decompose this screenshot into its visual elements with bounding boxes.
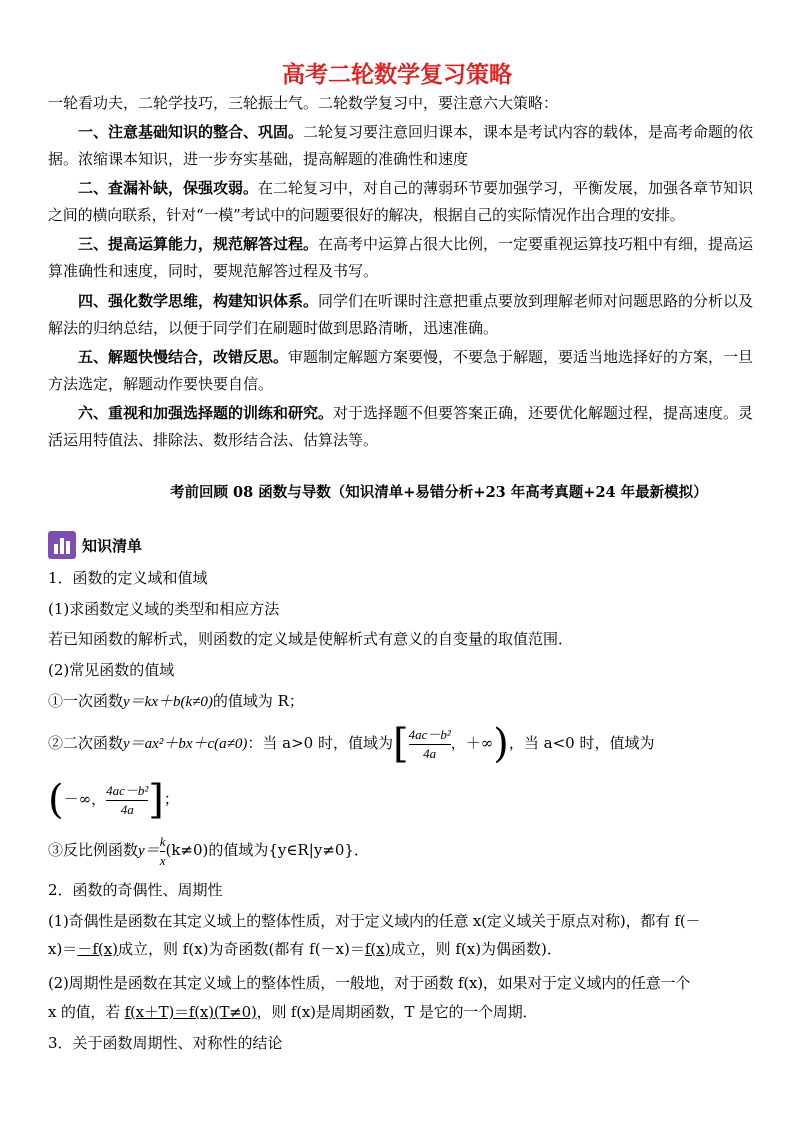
item-quadratic-cond2: ，当 a<0 时，值域为 (508, 734, 655, 752)
interval-start: －∞， (63, 790, 107, 808)
parity-line1: (1)奇偶性是函数在其定义域上的整体性质，对于定义域内的任意 x(定义域关于原点对称)，都有 f(－ (48, 912, 701, 930)
item-inverse (48, 832, 756, 870)
parity-line2 (48, 938, 756, 960)
strategy-2-line2: 之间的横向联系，针对“一模”考试中的问题要很好的解决，根据自己的实际情况作出合理的安排。 (48, 206, 685, 224)
strategy-4-head: 四、强化数学思维，构建知识体系。 (78, 292, 319, 310)
period-line1: (2)周期性是函数在其定义域上的整体性质，一般地，对于函数 f(x)，如果对于定义域内的任意一个 (48, 974, 691, 992)
strategy-4 (48, 290, 756, 312)
parity-even-value: f(x) (364, 940, 391, 958)
strategy-3-line1: 在高考中运算占很大比例，一定要重视运算技巧粗中有细，提高运 (318, 235, 754, 253)
heading-2: 2．函数的奇偶性、周期性 (48, 881, 223, 899)
period-text-b: ，则 f(x)是周期函数，T 是它的一个周期． (256, 1003, 538, 1021)
parity-text-a: x)＝ (48, 940, 78, 958)
item-linear-expr: y＝kx＋b(k≠0) (123, 694, 213, 710)
strategy-2 (48, 177, 756, 199)
strategy-5-head: 五、解题快慢结合，改错反思。 (78, 348, 289, 366)
item-linear-label: ①一次函数 (48, 692, 124, 710)
item-linear (48, 690, 756, 713)
fraction-denominator: 4a (106, 800, 148, 819)
strategy-2-head: 二、查漏补缺，保强攻弱。 (78, 179, 259, 197)
strategy-4-line1: 同学们在听课时注意把重点要放到理解老师对问题思路的分析以及 (318, 292, 754, 310)
period-condition: f(x＋T)＝f(x)(T≠0) (124, 1003, 257, 1021)
item-inverse-range: (k≠0)的值域为{y∈R|y≠0}． (165, 841, 369, 859)
parity-odd-value: －f(x) (77, 940, 119, 958)
strategy-1-line1: 二轮复习要注意回归课本，课本是考试内容的载体，是高考命题的依 (303, 123, 754, 141)
fraction-denominator: x (159, 852, 166, 868)
fraction (106, 782, 148, 819)
item-quadratic-expr: y＝ax²＋bx＋c(a≠0) (123, 736, 248, 752)
item-quadratic-cond1: ：当 a>0 时，值域为 (247, 734, 393, 752)
item-quadratic-range2: (－∞， $\frac{\text{4ac－b²}}{4a}$ ]； (48, 777, 179, 823)
strategy-4-line2: 解法的归纳总结，以便于同学们在刷题时做到思路清晰，迅速准确。 (48, 319, 499, 337)
item-inverse-y: y＝ (138, 843, 160, 859)
strategy-1-line2: 据。浓缩课本知识，进一步夯实基础，提高解题的准确性和速度 (48, 150, 469, 168)
review-title: 考前回顾 08 函数与导数（知识清单+易错分析+23 年高考真题+24 年最新模拟） (170, 484, 708, 501)
strategy-5 (48, 346, 756, 368)
heading-3: 3．关于函数周期性、对称性的结论 (48, 1034, 283, 1052)
paragraph-1: 若已知函数的解析式，则函数的定义域是使解析式有意义的自变量的取值范围． (48, 630, 574, 648)
strategy-5-line1: 审题制定解题方案要慢，不要急于解题，要适当地选择好的方案，一旦 (288, 348, 754, 366)
heading-1: 1．函数的定义域和值域 (48, 569, 208, 587)
period-text-a: x 的值，若 (48, 1003, 125, 1021)
period-line2 (48, 1001, 756, 1023)
interval-end: ，＋∞ (450, 734, 494, 752)
strategy-6-line1: 对于选择题不但要答案正确，还要优化解题过程，提高速度。灵 (333, 404, 754, 422)
parity-text-c: 成立，则 f(x)为偶函数)． (390, 940, 562, 958)
strategy-6-line2: 活运用特值法、排除法、数形结合法、估算法等。 (48, 431, 379, 449)
fraction (409, 726, 451, 763)
fraction-numerator: 4ac－b² (408, 726, 451, 742)
strategy-3-line2: 算准确性和速度，同时，要规范解答过程及书写。 (48, 262, 379, 280)
strategy-3 (48, 233, 756, 255)
heading-1-1: (1)求函数定义域的类型和相应方法 (48, 600, 280, 618)
strategy-2-line1: 在二轮复习中，对自己的薄弱环节要加强学习，平衡发展，加强各章节知识 (258, 179, 754, 197)
intro-text: 一轮看功夫，二轮学技巧，三轮振士气。二轮数学复习中，要注意六大策略： (48, 94, 559, 112)
strategy-1-head: 一、注意基础知识的整合、巩固。 (78, 123, 304, 141)
strategy-1 (48, 121, 756, 143)
item-linear-range: 的值域为 R； (212, 692, 304, 710)
strategy-6 (48, 402, 756, 424)
strategy-3-head: 三、提高运算能力，规范解答过程。 (78, 235, 319, 253)
page-title: 高考二轮数学复习策略 (282, 62, 512, 88)
heading-1-2: (2)常见函数的值域 (48, 661, 175, 679)
item-quadratic-label: ②二次函数 (48, 734, 124, 752)
section-label: 知识清单 (82, 537, 143, 555)
fraction-denominator: 4a (409, 744, 451, 763)
strategy-5-line2: 方法选定，解题动作要快要自信。 (48, 375, 274, 393)
strategy-6-head: 六、重视和加强选择题的训练和研究。 (78, 404, 334, 422)
fraction-numerator: 4ac－b² (106, 782, 149, 798)
item-inverse-label: ③反比例函数 (48, 841, 139, 859)
bar-chart-icon (48, 531, 76, 559)
fraction-numerator: k (159, 833, 166, 849)
item-quadratic: ②二次函数y＝ax²＋bx＋c(a≠0)：当 a>0 时，值域为[ $\frac{\text{4ac－b²}}{4a}$ ，＋∞)，当 a<0 时，值域为 (48, 721, 655, 767)
parity-text-b: 成立，则 f(x)为奇函数(都有 f(－x)＝ (118, 940, 365, 958)
